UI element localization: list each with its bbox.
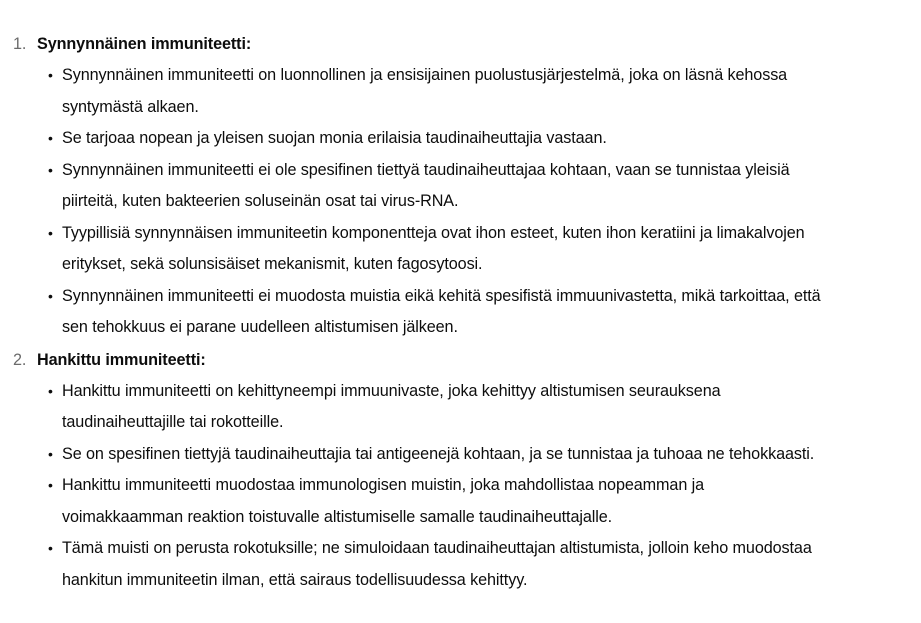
bullet-icon: • (48, 224, 53, 241)
bullet-icon: • (48, 540, 53, 556)
list-item-text: Hankittu immuniteetti on kehittyneempi immuunivaste, joka kehittyy altistumisen seurauksena taudinaiheuttajille tai rokotteille. (62, 381, 721, 431)
section-title: Hankittu immuniteetti: (37, 350, 206, 369)
bullet-icon: • (48, 477, 53, 493)
list-item (0, 470, 921, 533)
bullet-icon: • (48, 130, 53, 146)
section-innate-immunity (0, 28, 921, 344)
section-title: Synnynnäinen immuniteetti: (37, 35, 252, 53)
list-item (0, 123, 921, 155)
section-heading (0, 28, 921, 60)
bullet-list (0, 376, 921, 597)
section-acquired-immunity (0, 344, 921, 597)
list-item (0, 376, 921, 439)
list-item-text: Synnynnäinen immuniteetti ei ole spesifinen tiettyä taudinaiheuttajaa kohtaan, vaan se tunnistaa yleisiä piirteitä, kuten bakteerien soluseinän osat tai virus-RNA. (62, 160, 790, 210)
bullet-icon: • (48, 67, 53, 83)
list-item (0, 218, 921, 281)
list-item-text: Hankittu immuniteetti muodostaa immunologisen muistin, joka mahdollistaa nopeamman ja voimakkaamman reaktion toistuvalle altistumiselle samalle taudinaiheuttajalle. (62, 476, 705, 526)
list-item (0, 155, 921, 218)
bullet-icon: • (48, 382, 53, 399)
list-item-text: Tyypillisiä synnynnäisen immuniteetin komponentteja ovat ihon esteet, kuten ihon keratiini ja limakalvojen eritykset, sekä solunsisäiset mekanismit, kuten fagosytoosi. (62, 223, 805, 273)
list-item-text: Tämä muisti on perusta rokotuksille; ne simuloidaan taudinaiheuttajan altistumista, jolloin keho muodostaa hankitun immuniteetin ilman, että sairaus todellisuudessa kehittyy. (62, 539, 812, 589)
list-item (0, 281, 921, 344)
list-item-text: Synnynnäinen immuniteetti ei muodosta muistia eikä kehitä spesifistä immuunivastetta, mikä tarkoittaa, että sen tehokkuus ei parane uudelleen altistumisen jälkeen. (62, 286, 821, 336)
bullet-list (0, 60, 921, 344)
list-item (0, 533, 921, 596)
list-item (0, 439, 921, 471)
section-number: 1. (13, 35, 27, 53)
list-item-text: Synnynnäinen immuniteetti on luonnollinen ja ensisijainen puolustusjärjestelmä, joka on läsnä kehossa syntymästä alkaen. (62, 66, 788, 116)
section-list (0, 28, 921, 596)
section-number: 2. (13, 350, 27, 369)
bullet-icon: • (48, 161, 53, 178)
bullet-icon: • (48, 445, 53, 462)
bullet-icon: • (48, 287, 53, 304)
list-item (0, 60, 921, 123)
list-item-text: Se tarjoaa nopean ja yleisen suojan monia erilaisia taudinaiheuttajia vastaan. (62, 129, 607, 147)
section-heading (0, 344, 921, 376)
list-item-text: Se on spesifinen tiettyjä taudinaiheuttajia tai antigeenejä kohtaan, ja se tunnistaa ja tuhoaa ne tehokkaasti. (62, 444, 815, 463)
